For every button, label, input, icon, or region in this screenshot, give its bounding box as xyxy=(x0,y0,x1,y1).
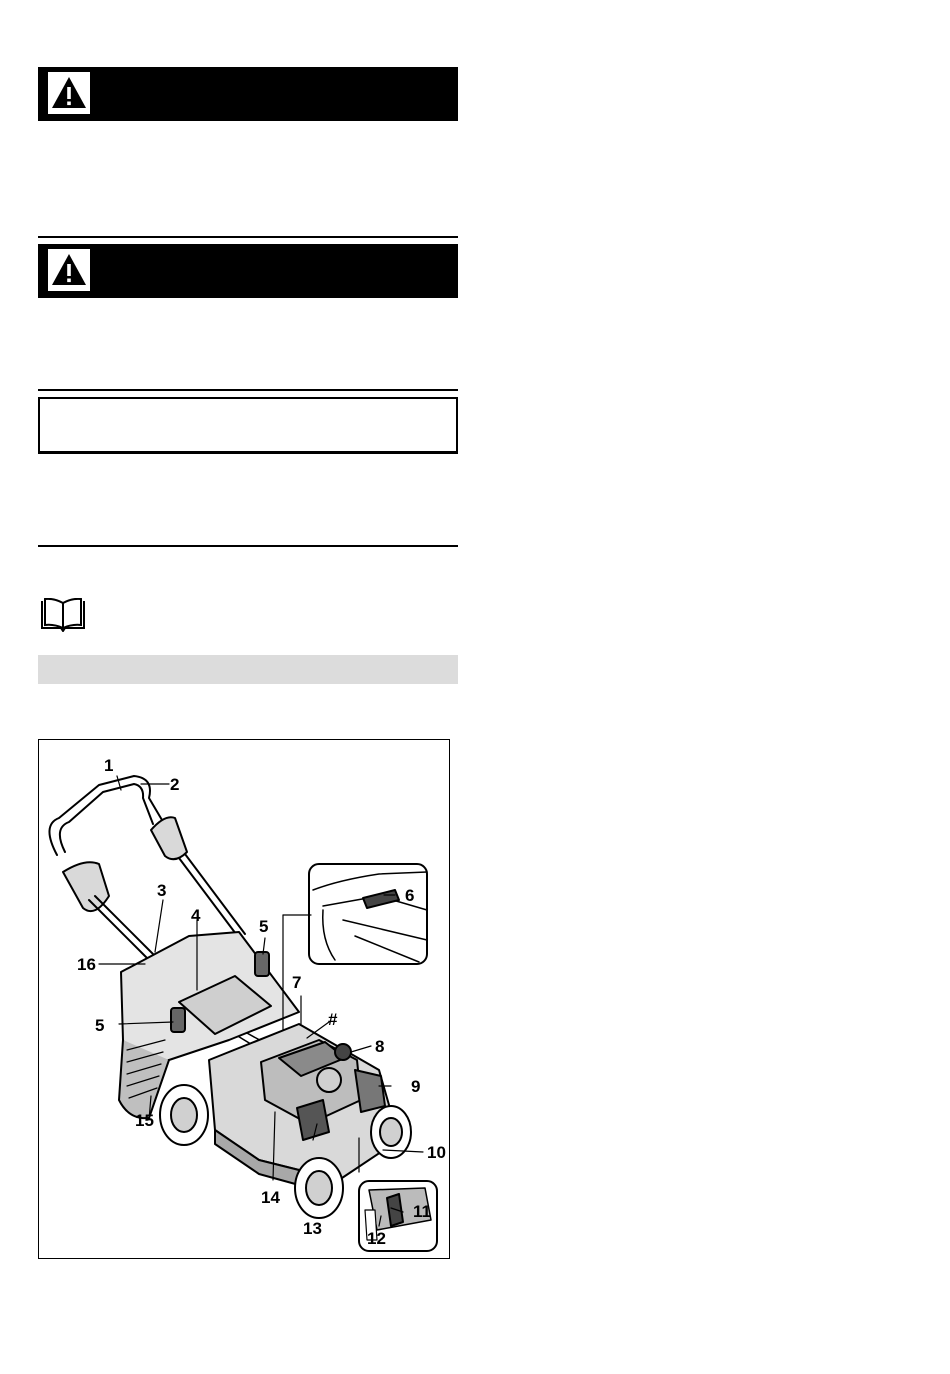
lawn-mower-figure xyxy=(38,739,450,1259)
warning-triangle-icon xyxy=(48,72,90,114)
open-book-icon xyxy=(40,598,86,632)
callout-16: 16 xyxy=(77,955,96,974)
callout-5b: 5 xyxy=(95,1016,105,1035)
callout-hash: # xyxy=(328,1010,338,1029)
callout-15: 15 xyxy=(135,1111,154,1130)
notice-box xyxy=(38,397,458,454)
callout-4: 4 xyxy=(191,906,201,925)
callout-10: 10 xyxy=(427,1143,446,1162)
callout-8: 8 xyxy=(375,1037,385,1056)
callout-6: 6 xyxy=(405,886,415,905)
callout-14: 14 xyxy=(261,1188,280,1207)
callout-11: 11 xyxy=(413,1202,431,1221)
section-heading-bar xyxy=(38,655,458,684)
section-divider-1 xyxy=(38,236,458,238)
section-divider-3 xyxy=(38,545,458,547)
callout-3: 3 xyxy=(157,881,167,900)
callout-5a: 5 xyxy=(259,917,269,936)
callout-13: 13 xyxy=(303,1219,322,1238)
callout-12: 12 xyxy=(367,1229,386,1248)
warning-triangle-icon xyxy=(48,249,90,291)
lawn-mower-illustration xyxy=(39,740,449,1258)
section-divider-2 xyxy=(38,389,458,391)
warning-banner-2 xyxy=(38,244,458,298)
callout-9: 9 xyxy=(411,1077,421,1096)
warning-banner-1 xyxy=(38,67,458,121)
callout-1: 1 xyxy=(104,756,114,775)
callout-2: 2 xyxy=(170,775,180,794)
callout-7: 7 xyxy=(292,973,302,992)
